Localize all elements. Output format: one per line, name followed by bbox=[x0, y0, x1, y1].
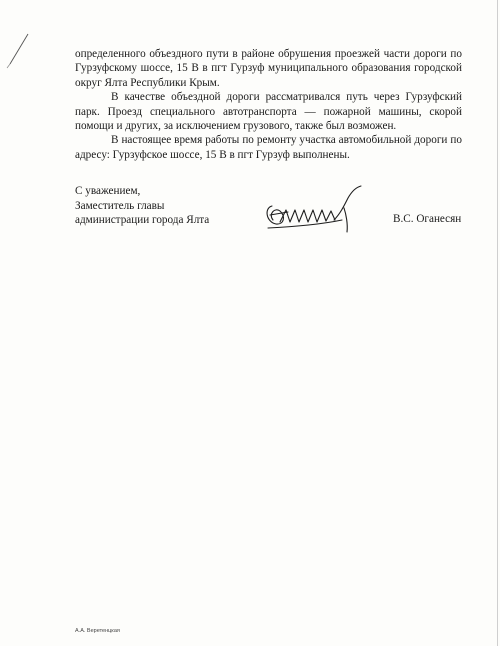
signer-position-line1: Заместитель главы bbox=[75, 199, 165, 212]
closing-regards: С уважением, bbox=[75, 185, 141, 197]
handwritten-signature-icon bbox=[258, 184, 368, 236]
letter-body bbox=[75, 47, 462, 162]
pen-mark-icon bbox=[4, 30, 34, 70]
letter-paragraph: В настоящее время работы по ремонту участка автомобильной дороги по адресу: Гурзуфское шоссе, 15 В в пгт Гурзуф выполнены. bbox=[75, 134, 462, 161]
signer-position-line2: администрации города Ялта bbox=[75, 214, 210, 227]
executor-name: А.А. Веретенцкая bbox=[75, 628, 120, 634]
closing-block bbox=[75, 184, 209, 228]
letter-paragraph: определенного объездного пути в районе обрушения проезжей части дороги по Гурзуфскому шоссе, 15 В в пгт Гурзуф муниципального образования городской округ Ялта Республики Крым. bbox=[75, 48, 462, 89]
signer-name: В.С. Оганесян bbox=[393, 213, 462, 225]
page-edge-line bbox=[497, 0, 498, 646]
letter-paragraph: В качестве объездной дороги рассматривался путь через Гурзуфский парк. Проезд специального автотранспорта — пожарной машины, скорой помощи и других, за исключением грузового, также был возможен. bbox=[75, 91, 462, 133]
